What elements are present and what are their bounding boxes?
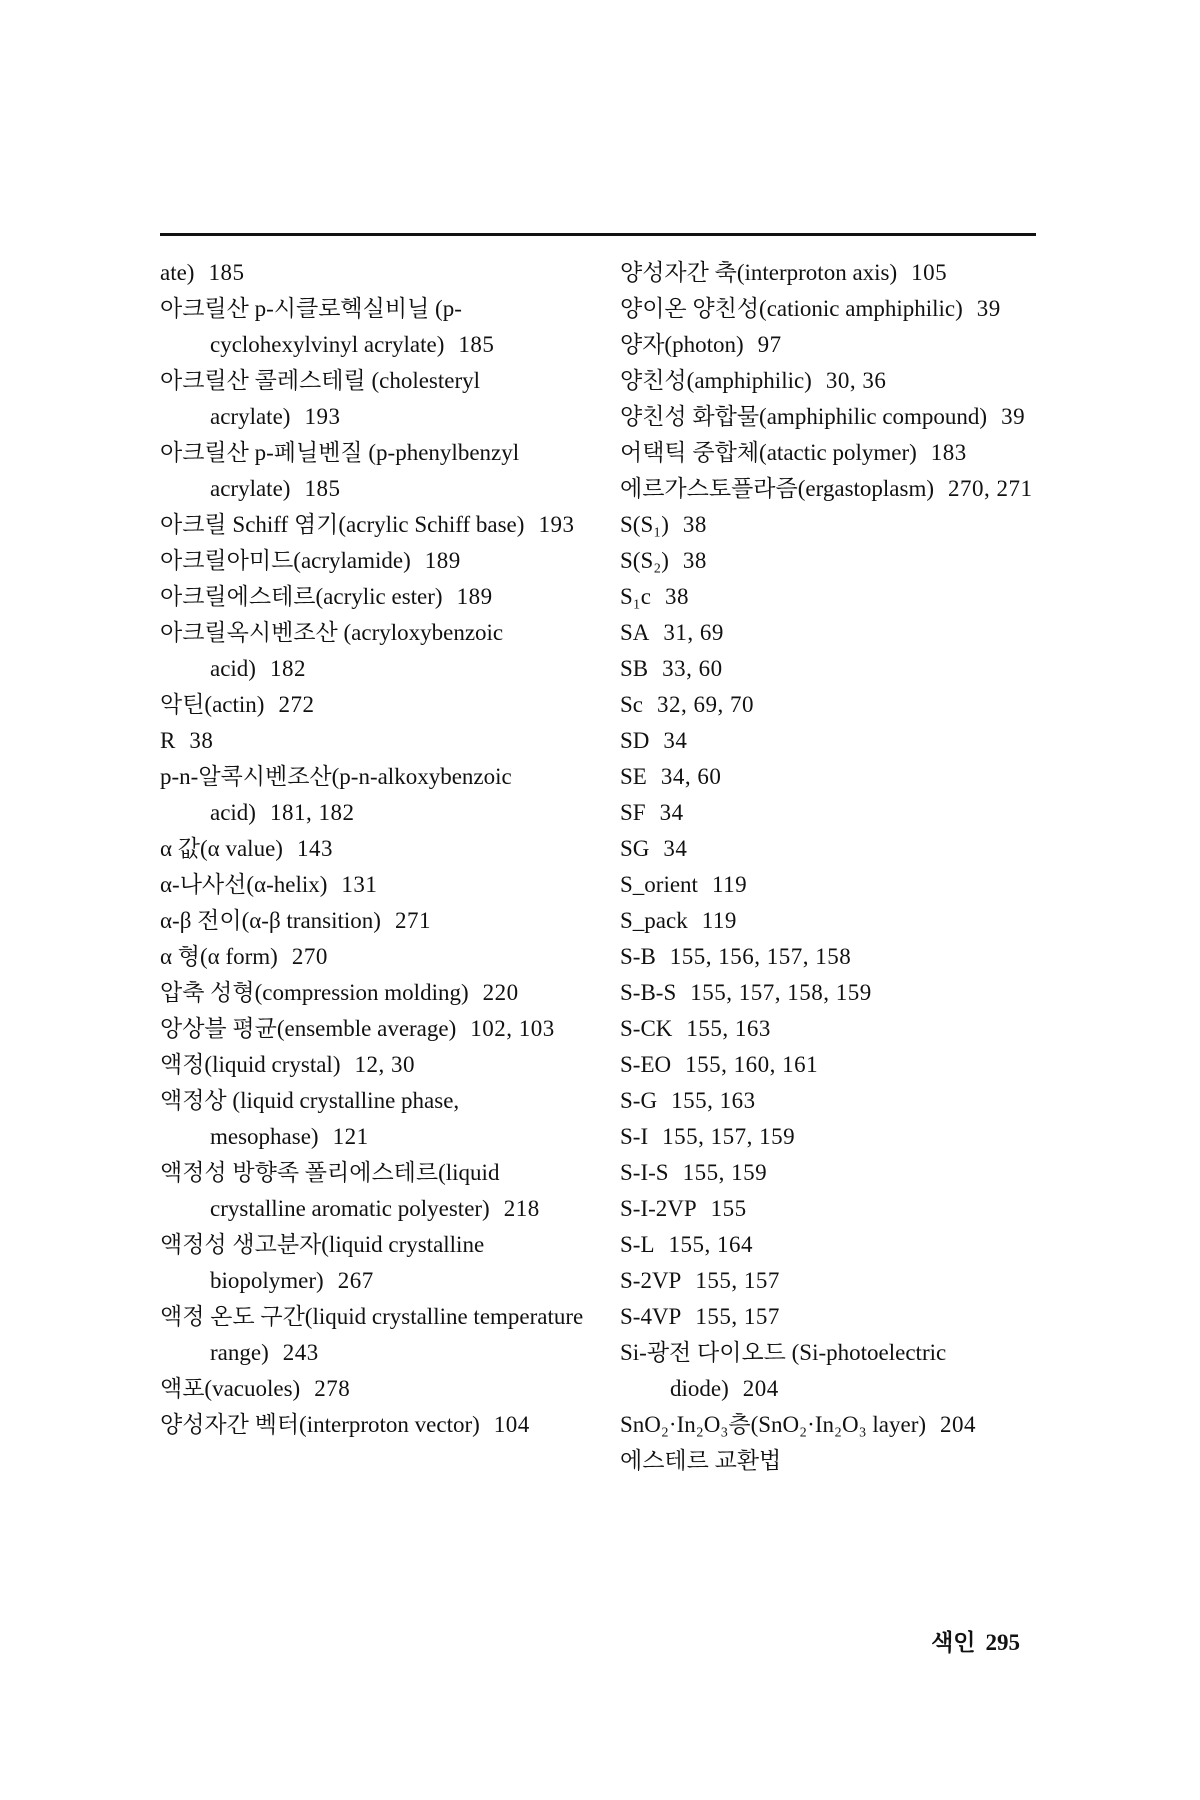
index-term: 액정성 방향족 폴리에스테르(liquid crystalline aromatic polyester) [160,1160,500,1221]
index-entry [160,867,590,903]
index-pages: 204 [742,1376,779,1401]
index-pages: 38 [682,512,707,537]
index-entry [620,579,1050,615]
index-pages: 119 [701,908,737,933]
index-entry [160,363,590,435]
index-entry [160,1155,590,1227]
index-pages: 243 [282,1340,319,1365]
index-pages: 155, 163 [686,1016,771,1041]
index-pages: 97 [757,332,782,357]
index-entry [160,687,590,723]
index-entry [160,1047,590,1083]
index-pages: 181, 182 [269,800,355,825]
index-pages: 34, 60 [660,764,722,789]
index-pages: 272 [278,692,315,717]
index-term: 양이온 양친성(cationic amphiphilic) [620,296,963,321]
index-entry [160,723,590,759]
index-term: S-B-S [620,980,677,1005]
index-pages: 189 [424,548,461,573]
index-entry [620,1335,1050,1407]
index-term: SB [620,656,649,681]
index-pages: 193 [304,404,341,429]
index-entry [620,1407,1050,1443]
index-term: S-CK [620,1016,673,1041]
index-term: 악틴(actin) [160,692,265,717]
index-entry [620,651,1050,687]
index-term: 에스테르 교환법 [620,1448,782,1473]
index-term: S-G [620,1088,658,1113]
index-pages: 270 [291,944,328,969]
index-entry [620,1047,1050,1083]
index-term: 아크릴옥시벤조산 (acryloxybenzoic acid) [160,620,504,681]
index-term: 액정성 생고분자(liquid crystalline biopolymer) [160,1232,485,1293]
index-entry [160,759,590,831]
index-entry [620,291,1050,327]
index-pages: 155, 163 [671,1088,756,1113]
index-term: 어택틱 중합체(atactic polymer) [620,440,917,465]
index-term: S-B [620,944,656,969]
index-pages: 155, 156, 157, 158 [669,944,852,969]
index-pages: 185 [458,332,495,357]
index-entry [160,543,590,579]
index-pages: 105 [911,260,948,285]
index-entry [620,1299,1050,1335]
index-term: 아크릴아미드(acrylamide) [160,548,411,573]
index-entry [160,579,590,615]
index-term: 양성자간 축(interproton axis) [620,260,898,285]
index-pages: 189 [456,584,493,609]
index-term: α 값(α value) [160,836,283,861]
index-entry [620,1119,1050,1155]
index-pages: 34 [663,836,688,861]
index-entry [160,903,590,939]
index-entry [620,363,1050,399]
index-entry [620,507,1050,543]
index-entry [620,399,1050,435]
index-term: S-4VP [620,1304,682,1329]
index-entry [620,795,1050,831]
index-column-left [160,255,590,1443]
index-term: 아크릴산 p-페닐벤질 (p-phenylbenzyl acrylate) [160,440,520,501]
index-entry [620,1155,1050,1191]
index-entry [160,1227,590,1299]
index-pages: 143 [296,836,333,861]
index-term: R [160,728,176,753]
index-term: S-I [620,1124,649,1149]
index-term: S₁c [620,584,652,609]
index-entry [160,1371,590,1407]
index-pages: 33, 60 [662,656,723,681]
index-term: 액정상 (liquid crystalline phase, mesophase) [160,1088,460,1149]
index-pages: 155, 160, 161 [685,1052,819,1077]
index-term: S(S₂) [620,548,669,573]
index-entry [160,255,590,291]
index-term: 아크릴산 p-시클로헥실비닐 (p-cyclohexylvinyl acrylate) [160,296,462,357]
index-pages: 38 [189,728,214,753]
index-pages: 131 [341,872,378,897]
index-entry [160,435,590,507]
index-term: 양친성 화합물(amphiphilic compound) [620,404,988,429]
index-pages: 12, 30 [354,1052,415,1077]
index-entry [620,723,1050,759]
index-pages: 278 [314,1376,351,1401]
index-term: Sc [620,692,643,717]
index-pages: 39 [1001,404,1026,429]
index-term: SnO₂·In₂O₃층(SnO₂·In₂O₃ layer) [620,1412,927,1437]
index-entry [620,867,1050,903]
index-entry [620,615,1050,651]
index-term: ate) [160,260,195,285]
index-pages: 38 [682,548,707,573]
index-entry [620,975,1050,1011]
index-pages: 155, 157, 158, 159 [690,980,872,1005]
index-term: 아크릴산 콜레스테릴 (cholesteryl acrylate) [160,368,481,429]
index-entry [160,615,590,687]
index-pages: 155, 159 [682,1160,768,1185]
page-folio [860,1625,1020,1661]
index-entry [620,255,1050,291]
index-term: 양자(photon) [620,332,744,357]
index-pages: 155, 157, 159 [662,1124,796,1149]
index-term: S_pack [620,908,688,933]
index-entry [620,327,1050,363]
index-pages: 185 [304,476,341,501]
index-term: 양성자간 벡터(interproton vector) [160,1412,480,1437]
index-entry [620,939,1050,975]
index-entry [620,471,1050,507]
index-entry [620,831,1050,867]
index-pages: 193 [538,512,575,537]
index-term: 액포(vacuoles) [160,1376,301,1401]
index-term: p-n-알콕시벤조산(p-n-alkoxybenzoic acid) [160,764,512,825]
index-term: S-I-S [620,1160,669,1185]
index-entry [160,1299,590,1371]
index-term: S-I-2VP [620,1196,697,1221]
index-entry [620,1191,1050,1227]
index-term: 아크릴 Schiff 염기(acrylic Schiff base) [160,512,525,537]
index-column-right [620,255,1050,1479]
index-term: SF [620,800,646,825]
index-term: SA [620,620,650,645]
index-entry [620,687,1050,723]
header-rule [160,233,1036,236]
index-pages: 31, 69 [663,620,724,645]
index-entry [620,1227,1050,1263]
index-entry [160,831,590,867]
index-entry [160,975,590,1011]
index-pages: 155, 157 [695,1268,780,1293]
index-pages: 39 [976,296,1001,321]
index-term: 아크릴에스테르(acrylic ester) [160,584,443,609]
folio-page-number: 295 [985,1630,1020,1655]
index-pages: 267 [337,1268,374,1293]
index-term: 양친성(amphiphilic) [620,368,812,393]
index-term: S-L [620,1232,655,1257]
index-entry [620,435,1050,471]
index-pages: 270, 271 [948,476,1033,501]
index-term: 액정(liquid crystal) [160,1052,341,1077]
index-entry [160,1407,590,1443]
index-term: α 형(α form) [160,944,278,969]
index-entry [620,543,1050,579]
index-pages: 104 [493,1412,530,1437]
index-term: SD [620,728,650,753]
index-term: 앙상블 평균(ensemble average) [160,1016,457,1041]
index-term: S-EO [620,1052,672,1077]
index-pages: 102, 103 [470,1016,555,1041]
index-pages: 204 [940,1412,977,1437]
index-pages: 155, 157 [695,1304,780,1329]
folio-section: 색인 [931,1630,976,1655]
index-pages: 271 [394,908,431,933]
index-entry [160,291,590,363]
index-term: 액정 온도 구간(liquid crystalline temperature range) [160,1304,584,1365]
index-entry [620,759,1050,795]
index-term: S(S₁) [620,512,669,537]
index-term: α-β 전이(α-β transition) [160,908,381,933]
index-pages: 183 [930,440,967,465]
index-term: α-나사선(α-helix) [160,872,328,897]
index-pages: 155, 164 [668,1232,753,1257]
index-entry [160,507,590,543]
index-entry [160,1011,590,1047]
index-pages: 30, 36 [825,368,887,393]
index-pages: 218 [503,1196,540,1221]
index-term: 압축 성형(compression molding) [160,980,469,1005]
index-term: SG [620,836,650,861]
index-entry [620,1443,1050,1479]
index-pages: 121 [332,1124,369,1149]
index-entry [620,903,1050,939]
index-term: S_orient [620,872,698,897]
index-entry [620,1011,1050,1047]
index-pages: 34 [659,800,684,825]
index-pages: 155 [710,1196,747,1221]
index-pages: 182 [269,656,306,681]
index-pages: 34 [663,728,688,753]
index-entry [620,1263,1050,1299]
index-term: 에르가스토플라즘(ergastoplasm) [620,476,935,501]
index-pages: 38 [665,584,690,609]
index-pages: 220 [482,980,519,1005]
index-term: SE [620,764,647,789]
index-entry [160,1083,590,1155]
index-entry [620,1083,1050,1119]
index-term: Si-광전 다이오드 (Si-photoelectric diode) [620,1340,947,1401]
index-pages: 185 [208,260,245,285]
index-term: S-2VP [620,1268,682,1293]
index-pages: 32, 69, 70 [657,692,754,717]
index-entry [160,939,590,975]
index-pages: 119 [711,872,748,897]
